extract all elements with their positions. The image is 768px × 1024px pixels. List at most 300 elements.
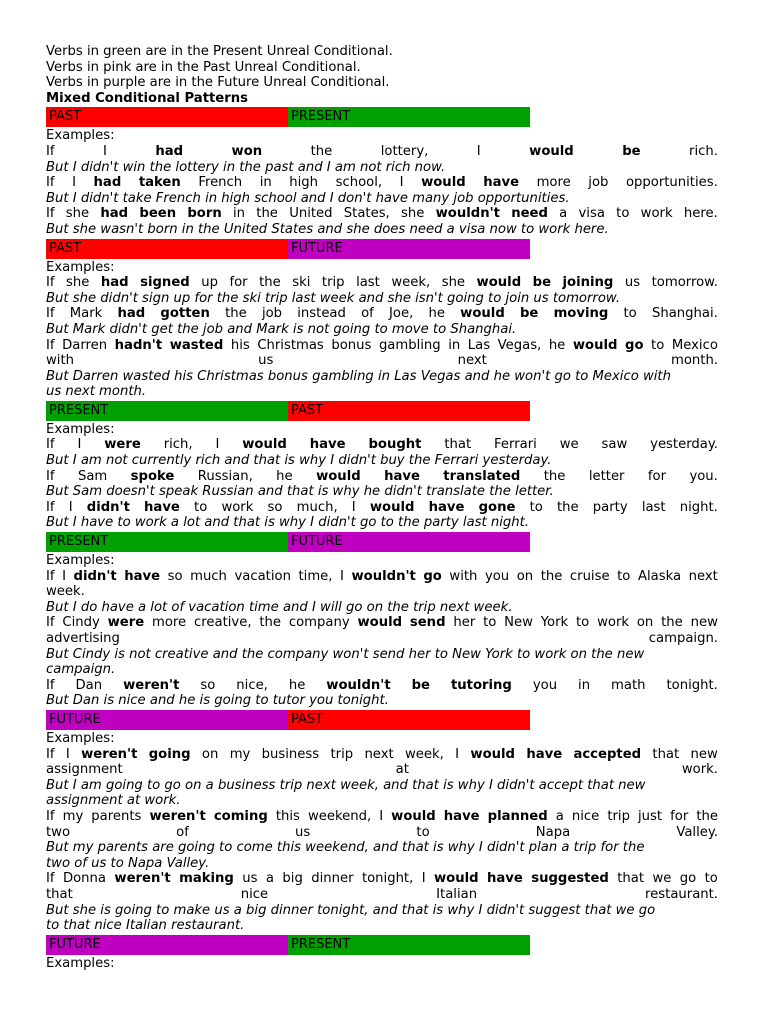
word: her xyxy=(453,615,476,631)
word: company xyxy=(288,615,350,631)
word: he xyxy=(276,468,293,484)
word: in xyxy=(233,206,246,222)
verb-phrase-word: gone xyxy=(478,499,516,515)
word: new xyxy=(690,746,718,762)
word: ski xyxy=(292,275,311,291)
word: she xyxy=(401,206,425,222)
word: I xyxy=(351,499,356,515)
sentence-continuation: week. xyxy=(46,584,85,600)
example-sentence xyxy=(46,437,718,453)
explanation-sentence: But I am going to go on a business trip next week, and that is why I didn't accept that new xyxy=(46,777,646,793)
example-sentence xyxy=(46,747,718,763)
word: I xyxy=(399,175,404,191)
word: that xyxy=(46,886,73,902)
word: Russian, xyxy=(197,468,253,484)
example-sentence xyxy=(46,175,718,191)
verb-phrase-word: have xyxy=(124,568,161,584)
verb-phrase-word: going xyxy=(148,746,191,762)
word: to xyxy=(416,824,430,840)
word: assignment xyxy=(46,762,123,778)
word: go xyxy=(679,871,697,887)
word: the xyxy=(259,615,282,631)
verb-phrase-word: have xyxy=(144,499,180,515)
word: that xyxy=(652,746,680,762)
word: opportunities. xyxy=(625,175,718,191)
word: at xyxy=(395,762,409,778)
word: she xyxy=(65,206,90,222)
example-sentence xyxy=(46,338,718,354)
word: you. xyxy=(689,468,718,484)
explanation-sentence: But Dan is nice and he is going to tutor you tonight. xyxy=(46,693,389,709)
verb-phrase-word: born xyxy=(187,206,222,222)
word: so xyxy=(267,499,283,515)
word: week, xyxy=(405,746,444,762)
verb-phrase-word: didn't xyxy=(86,499,130,515)
section-heading: Mixed Conditional Patterns xyxy=(46,90,248,106)
pattern-label-right: PAST xyxy=(288,401,530,421)
word: she xyxy=(441,275,466,291)
pattern-bar xyxy=(46,401,530,421)
word: yesterday. xyxy=(650,437,718,453)
explanation-sentence: But Cindy is not creative and the company won't send her to New York to work on the new xyxy=(46,646,645,662)
word: York xyxy=(540,615,569,631)
word: the xyxy=(256,206,278,222)
word: of xyxy=(361,306,374,322)
word: a xyxy=(555,808,564,824)
word: If xyxy=(46,808,55,824)
verb-phrase-word: didn't xyxy=(73,568,117,584)
verb-phrase-word: signed xyxy=(140,275,190,291)
pattern-label-left: FUTURE xyxy=(46,710,288,730)
word: I xyxy=(421,871,426,887)
word: the xyxy=(543,468,566,484)
word: Dan xyxy=(75,677,103,693)
word: If xyxy=(46,568,55,584)
word: on xyxy=(636,615,654,631)
explanation-sentence: But I do have a lot of vacation time and I will go on the trip next week. xyxy=(46,599,513,615)
verb-phrase-word: be xyxy=(519,306,539,322)
verb-phrase-word: making xyxy=(179,871,234,887)
word: up xyxy=(201,275,218,291)
word: work xyxy=(221,499,254,515)
verb-phrase-word: go xyxy=(625,337,644,353)
verb-phrase-word: hadn't xyxy=(114,337,163,353)
verb-phrase-word: weren't xyxy=(114,871,171,887)
verb-phrase-word: wouldn't xyxy=(351,568,416,584)
verb-phrase-word: had xyxy=(93,175,122,191)
verb-phrase-word: joining xyxy=(562,275,614,291)
word: Valley. xyxy=(676,824,718,840)
word: to xyxy=(616,206,630,222)
word: Napa xyxy=(535,824,571,840)
verb-phrase-word: weren't xyxy=(81,746,138,762)
word: the xyxy=(661,615,683,631)
word: so xyxy=(167,568,183,584)
word: a xyxy=(559,206,568,222)
verb-phrase-word: coming xyxy=(213,808,268,824)
word: his xyxy=(230,337,250,353)
word: campaign. xyxy=(648,631,718,646)
word: that xyxy=(617,871,645,887)
verb-phrase-word: been xyxy=(139,206,177,222)
pattern-bar xyxy=(46,239,530,259)
verb-phrase-word: have xyxy=(483,175,520,191)
verb-phrase-word: bought xyxy=(368,437,422,453)
verb-phrase-word: have xyxy=(428,499,465,515)
word: math xyxy=(611,677,646,693)
word: cruise xyxy=(569,568,610,584)
verb-phrase-word: won xyxy=(231,143,263,159)
word: he xyxy=(548,337,566,353)
verb-phrase-word: have xyxy=(384,468,420,484)
explanation-sentence: But Sam doesn't speak Russian and that is why he didn't translate the letter. xyxy=(46,484,554,500)
example-sentence xyxy=(46,206,718,222)
word: the xyxy=(310,143,333,159)
pattern-label-right: PRESENT xyxy=(288,107,530,127)
explanation-sentence: But she is going to make us a big dinner tonight, and that is why I didn't suggest that we go xyxy=(46,902,656,918)
verb-phrase-word: go xyxy=(423,568,442,584)
word: just xyxy=(638,808,663,824)
word: he xyxy=(288,677,306,693)
word: time, xyxy=(298,568,333,584)
word: to xyxy=(483,615,497,631)
word: If xyxy=(46,206,55,222)
verb-phrase-word: would xyxy=(476,275,522,291)
word: Las xyxy=(467,337,491,353)
word: I xyxy=(340,568,344,584)
word: Christmas xyxy=(257,337,324,353)
word: you xyxy=(484,568,510,584)
pattern-label-left: FUTURE xyxy=(46,935,288,955)
examples-label: Examples: xyxy=(46,421,115,437)
word: trip xyxy=(607,808,630,824)
word: two xyxy=(46,824,71,840)
verb-phrase-word: need xyxy=(511,206,548,222)
verb-phrase-word: would xyxy=(242,437,287,453)
example-sentence xyxy=(46,569,718,585)
word: I xyxy=(72,175,76,191)
word: Donna xyxy=(62,871,106,887)
word: that xyxy=(444,437,472,453)
word: Alaska xyxy=(637,568,682,584)
word: Vegas, xyxy=(497,337,542,353)
examples-label: Examples: xyxy=(46,259,115,275)
word: my xyxy=(229,746,251,762)
word: If xyxy=(46,615,55,631)
explanation-sentence: assignment at work. xyxy=(46,793,181,809)
word: I xyxy=(476,143,481,159)
legend xyxy=(46,44,718,91)
explanation-sentence: But she didn't sign up for the ski trip last week and she isn't going to join us tomorrow. xyxy=(46,290,621,306)
word: much, xyxy=(296,499,338,515)
word: trip xyxy=(321,275,345,291)
verb-phrase-word: would xyxy=(529,143,574,159)
word: If xyxy=(46,143,55,159)
word: for xyxy=(647,468,667,484)
example-sentence xyxy=(46,825,718,841)
verb-phrase-word: translated xyxy=(443,468,521,484)
verb-phrase-word: suggested xyxy=(531,871,609,887)
explanation-sentence: But she wasn't born in the United States and she does need a visa now to work here. xyxy=(46,221,609,237)
explanation-sentence: But my parents are going to come this weekend, and that is why I didn't plan a trip for the xyxy=(46,840,645,856)
example-sentence xyxy=(46,469,718,485)
pattern-label-right: PAST xyxy=(288,710,530,730)
verb-phrase-word: would xyxy=(572,337,618,353)
word: If xyxy=(46,275,55,291)
word: saw xyxy=(601,437,628,453)
word: big xyxy=(282,871,303,887)
example-sentence xyxy=(46,631,718,647)
word: my xyxy=(62,808,84,824)
word: Darren xyxy=(62,337,108,353)
word: lottery, xyxy=(380,143,429,159)
verb-phrase-word: had xyxy=(100,206,129,222)
verb-phrase-word: would xyxy=(391,808,436,824)
pattern-label-right: FUTURE xyxy=(288,239,530,259)
word: the xyxy=(540,568,563,584)
word: to xyxy=(623,306,637,322)
word: job xyxy=(261,306,283,322)
verb-phrase-word: planned xyxy=(487,808,548,824)
word: States, xyxy=(343,206,390,222)
word: to xyxy=(704,871,718,887)
word: month. xyxy=(671,353,718,369)
word: I xyxy=(379,808,384,824)
verb-phrase-word: wouldn't xyxy=(326,677,391,693)
example-sentence xyxy=(46,275,718,291)
word: with xyxy=(46,353,74,369)
word: us xyxy=(624,275,641,291)
verb-phrase-word: spoke xyxy=(130,468,175,484)
example-sentence xyxy=(46,144,718,160)
word: in xyxy=(578,677,591,693)
pattern-label-left: PAST xyxy=(46,107,288,127)
word: to xyxy=(529,499,543,515)
examples-label: Examples: xyxy=(46,955,115,971)
word: parents xyxy=(91,808,142,824)
example-sentence xyxy=(46,887,718,903)
explanation-sentence: But Mark didn't get the job and Mark is not going to move to Shanghai. xyxy=(46,321,517,337)
word: I xyxy=(62,568,66,584)
pattern-bar xyxy=(46,935,530,955)
word: she xyxy=(66,275,90,291)
document-page xyxy=(46,44,718,971)
word: us xyxy=(258,353,274,369)
verb-phrase-word: accepted xyxy=(573,746,642,762)
word: we xyxy=(559,437,579,453)
word: If xyxy=(46,437,55,453)
example-sentence xyxy=(46,353,718,369)
verb-phrase-word: would xyxy=(421,175,466,191)
example-sentence xyxy=(46,809,718,825)
word: night. xyxy=(679,499,718,515)
word: tonight. xyxy=(666,677,718,693)
explanation-sentence: two of us to Napa Valley. xyxy=(46,855,210,871)
word: Italian xyxy=(436,886,478,902)
word: nice, xyxy=(236,677,268,693)
word: so xyxy=(200,677,216,693)
word: French xyxy=(198,175,243,191)
explanation-sentence: But I didn't take French in high school and I don't have many job opportunities. xyxy=(46,190,570,206)
word: restaurant. xyxy=(645,886,718,902)
pattern-label-right: PRESENT xyxy=(288,935,530,955)
verb-phrase-word: would xyxy=(460,306,505,322)
word: us xyxy=(242,871,258,887)
word: I xyxy=(215,437,220,453)
word: I xyxy=(65,746,70,762)
verb-phrase-word: have xyxy=(526,746,563,762)
word: Cindy xyxy=(62,615,100,631)
verb-phrase-word: be xyxy=(532,275,552,291)
sections-container xyxy=(46,107,718,971)
word: bonus xyxy=(331,337,372,353)
verb-phrase-word: moving xyxy=(553,306,609,322)
verb-phrase-word: had xyxy=(100,275,129,291)
word: school, xyxy=(335,175,383,191)
word: I xyxy=(455,746,460,762)
example-sentence xyxy=(46,678,718,694)
word: I xyxy=(77,437,82,453)
word: the xyxy=(556,499,579,515)
word: work xyxy=(640,206,673,222)
verb-phrase-word: gotten xyxy=(160,306,210,322)
word: week, xyxy=(391,275,431,291)
word: United xyxy=(289,206,333,222)
word: much xyxy=(190,568,227,584)
word: to xyxy=(576,615,590,631)
word: If xyxy=(46,746,55,762)
word: the xyxy=(259,275,281,291)
verb-phrase-word: taken xyxy=(138,175,181,191)
word: to xyxy=(194,499,208,515)
word: with xyxy=(449,568,478,584)
word: If xyxy=(46,306,55,322)
pattern-bar xyxy=(46,532,530,552)
examples-label: Examples: xyxy=(46,730,115,746)
word: on xyxy=(201,746,219,762)
word: nice xyxy=(240,886,269,902)
word: Mark xyxy=(69,306,103,322)
explanation-sentence: But Darren wasted his Christmas bonus gambling in Las Vegas and he won't go to Mexico with xyxy=(46,368,671,384)
word: New xyxy=(504,615,533,631)
word: If xyxy=(46,175,55,191)
pattern-bar xyxy=(46,710,530,730)
word: instead xyxy=(297,306,346,322)
word: nice xyxy=(571,808,600,824)
word: more xyxy=(152,615,187,631)
verb-phrase-word: were xyxy=(107,615,145,631)
explanation-sentence: But I didn't win the lottery in the past and I am not rich now. xyxy=(46,159,446,175)
word: next xyxy=(457,353,487,369)
word: I xyxy=(68,499,73,515)
verb-phrase-word: be xyxy=(411,677,430,693)
word: letter xyxy=(588,468,625,484)
word: here. xyxy=(683,206,718,222)
verb-phrase-word: would xyxy=(316,468,361,484)
word: Sam xyxy=(77,468,108,484)
word: work xyxy=(597,615,630,631)
word: new xyxy=(690,615,718,631)
word: Shanghai. xyxy=(651,306,718,322)
word: high xyxy=(289,175,319,191)
word: for xyxy=(670,808,689,824)
word: to xyxy=(651,337,665,353)
word: this xyxy=(275,808,300,824)
legend-line-purple: Verbs in purple are in the Future Unreal Conditional. xyxy=(46,75,390,91)
word: next xyxy=(688,568,718,584)
example-sentence xyxy=(46,615,718,631)
word: more xyxy=(536,175,571,191)
word: rich. xyxy=(689,143,718,159)
word: gambling xyxy=(378,337,441,353)
verb-phrase-word: have xyxy=(487,871,523,887)
legend-line-green: Verbs in green are in the Present Unreal Conditional. xyxy=(46,44,393,59)
word: in xyxy=(448,337,461,353)
word: rich, xyxy=(163,437,193,453)
verb-phrase-word: would xyxy=(470,746,515,762)
example-sentence xyxy=(46,762,718,778)
word: If xyxy=(46,337,55,353)
word: tomorrow. xyxy=(651,275,718,291)
word: trip xyxy=(330,746,354,762)
word: for xyxy=(229,275,248,291)
word: last xyxy=(641,499,666,515)
word: If xyxy=(46,677,55,693)
verb-phrase-word: be xyxy=(622,143,641,159)
word: advertising xyxy=(46,631,120,646)
explanation-sentence: But I have to work a lot and that is why I didn't go to the party last night. xyxy=(46,515,530,531)
word: the xyxy=(696,808,718,824)
verb-phrase-word: wouldn't xyxy=(435,206,500,222)
examples-label: Examples: xyxy=(46,553,115,569)
word: job xyxy=(588,175,609,191)
word: business xyxy=(261,746,320,762)
word: you xyxy=(532,677,558,693)
word: Ferrari xyxy=(494,437,537,453)
word: the xyxy=(225,306,247,322)
word: in xyxy=(259,175,272,191)
word: tonight, xyxy=(361,871,414,887)
verb-phrase-word: would xyxy=(369,499,415,515)
word: we xyxy=(652,871,672,887)
verb-phrase-word: wasted xyxy=(169,337,224,353)
verb-phrase-word: have xyxy=(309,437,346,453)
legend-line-pink: Verbs in pink are in the Past Unreal Conditional. xyxy=(46,59,361,75)
word: party xyxy=(592,499,628,515)
word: to xyxy=(617,568,631,584)
verb-phrase-word: would xyxy=(357,615,403,631)
word: dinner xyxy=(311,871,354,887)
verb-phrase-word: have xyxy=(443,808,480,824)
word: last xyxy=(356,275,380,291)
word: he xyxy=(428,306,445,322)
explanation-sentence: campaign. xyxy=(46,662,116,678)
example-sentence xyxy=(46,871,718,887)
word: If xyxy=(46,499,55,515)
word: weekend, xyxy=(307,808,372,824)
word: us xyxy=(295,824,311,840)
word: work. xyxy=(681,762,718,778)
verb-phrase-word: tutoring xyxy=(450,677,512,693)
word: next xyxy=(364,746,394,762)
pattern-label-left: PAST xyxy=(46,239,288,259)
verb-phrase-word: would xyxy=(434,871,479,887)
pattern-label-left: PRESENT xyxy=(46,532,288,552)
word: visa xyxy=(578,206,605,222)
explanation-sentence: us next month. xyxy=(46,384,147,400)
word: of xyxy=(176,824,189,840)
example-sentence xyxy=(46,306,718,322)
